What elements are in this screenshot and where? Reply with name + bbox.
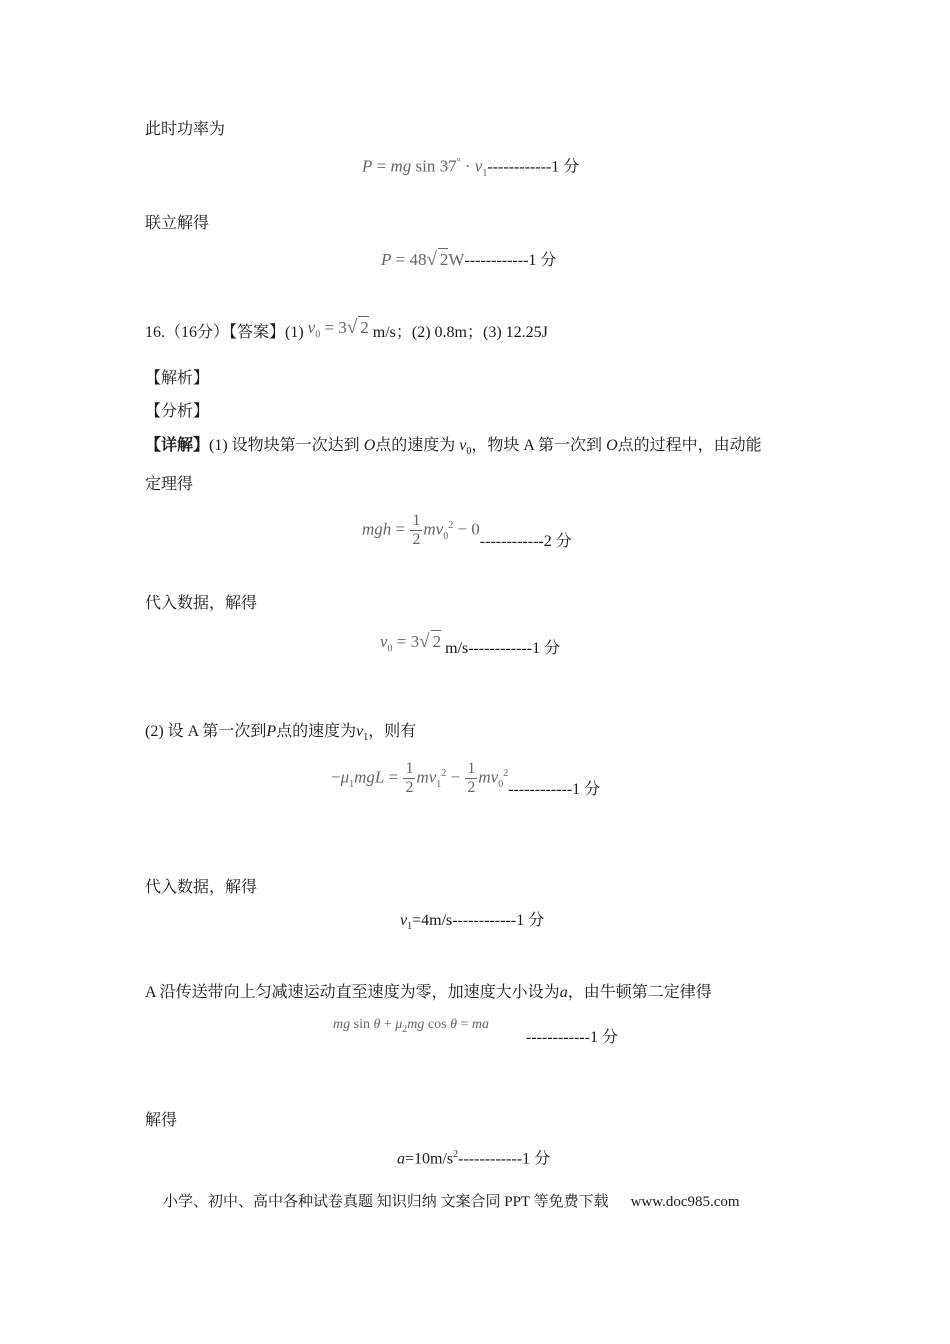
analysis-sub-label: 【分析】 [145,403,210,420]
q16-a3: (3) 12.25J [482,324,548,341]
formula-power-result: P = 48√ 2W------------1 分 [381,249,557,270]
solve-label: 解得 [145,1112,178,1129]
solve-jointly: 联立解得 [145,215,210,232]
formula-v1-result: $v_1=4m/s------------1$ 分 [400,912,545,933]
score-2: ------------1 分 [464,252,557,269]
point-p: P [266,723,277,740]
point-o-2: O [606,437,618,454]
q16-header: 16.（16分）【答案】 [145,324,286,341]
belt-text-1: A 沿传送带向上匀减速运动直至速度为零，加速度大小设为 [145,984,560,1001]
score-6: ------------1 分 [452,912,545,929]
part2-line [145,722,416,748]
formula-newton: mg $\sin \theta + \mu_2mg$ cos θ = ma [333,1017,490,1035]
score-4: m/s------------1 分 [441,640,561,657]
formula-power: P = mg $\sin 37^\circ \cdot v_1------------1$ 分 [362,156,580,180]
formula-friction-work: $-\mu_1mgL$ = $\frac{1}{2}$ $mv_1^2$ − $\frac{1}{2}$ $mv_0^2------------1$ 分 [331,760,601,799]
q16-answer-line [145,317,548,350]
var-v0: v [459,437,467,454]
score-7: ------------1 分 [526,1029,618,1046]
q16-a1-formula: $v_0 = 3√$ 2 [307,317,369,341]
belt-text-2: ，由牛顿第二定律得 [567,984,712,1001]
detail-label: 【详解】 [145,437,210,454]
detail-text-3: ，物块 A 第一次到 [471,437,603,454]
score-3: ------------2 分 [479,533,572,551]
point-o: O [363,437,376,454]
score-8: ------------1 分 [458,1150,551,1168]
footer-text: 小学、初中、高中各种试卷真题 知识归纳 文案合同 PPT 等免费下载 [163,1194,609,1210]
q16-a1-unit: m/s； [372,324,412,341]
formula-energy: mgh = $\frac{1}{2}$ $mv_0^2 - 0------------2$ 分 [362,512,572,551]
q16-a2: (2) 0.8m； [411,324,483,341]
detail-line-1 [145,436,762,462]
footer-url[interactable]: www.doc985.com [630,1194,740,1210]
var-v0-sub: 0 [466,446,472,458]
var-v1-sub: 1 [363,732,369,744]
substitute-2: 代入数据，解得 [145,879,258,896]
detail-text-1: (1) 设物块第一次达到 [209,437,360,454]
belt-line [145,983,712,1003]
var-v1: v [356,723,364,740]
formula-a-result: $a=10m/s^2------------1$ 分 [397,1149,551,1168]
analysis-label: 【解析】 [145,370,210,387]
score-1: ------------1 分 [487,158,580,176]
detail-text-4: 点的过程中，由动能 [617,437,762,454]
detail-line-2: 定理得 [145,476,194,493]
page-footer [163,1190,740,1211]
var-a: a [559,984,568,1001]
part2-text-2: 点的速度为 [276,723,357,740]
part2-text-1: (2) 设 A 第一次到 [145,723,267,740]
part2-text-3: ，则有 [368,723,417,740]
substitute-1: 代入数据，解得 [145,595,258,612]
formula-v0-result: $v_0 = 3√$ 2 m/s------------1 分 [380,631,561,657]
score-5: ------------1 分 [508,781,601,799]
detail-text-2: 点的速度为 [375,437,456,454]
power-intro: 此时功率为 [145,121,226,138]
q16-a1-label: (1) [285,324,304,341]
